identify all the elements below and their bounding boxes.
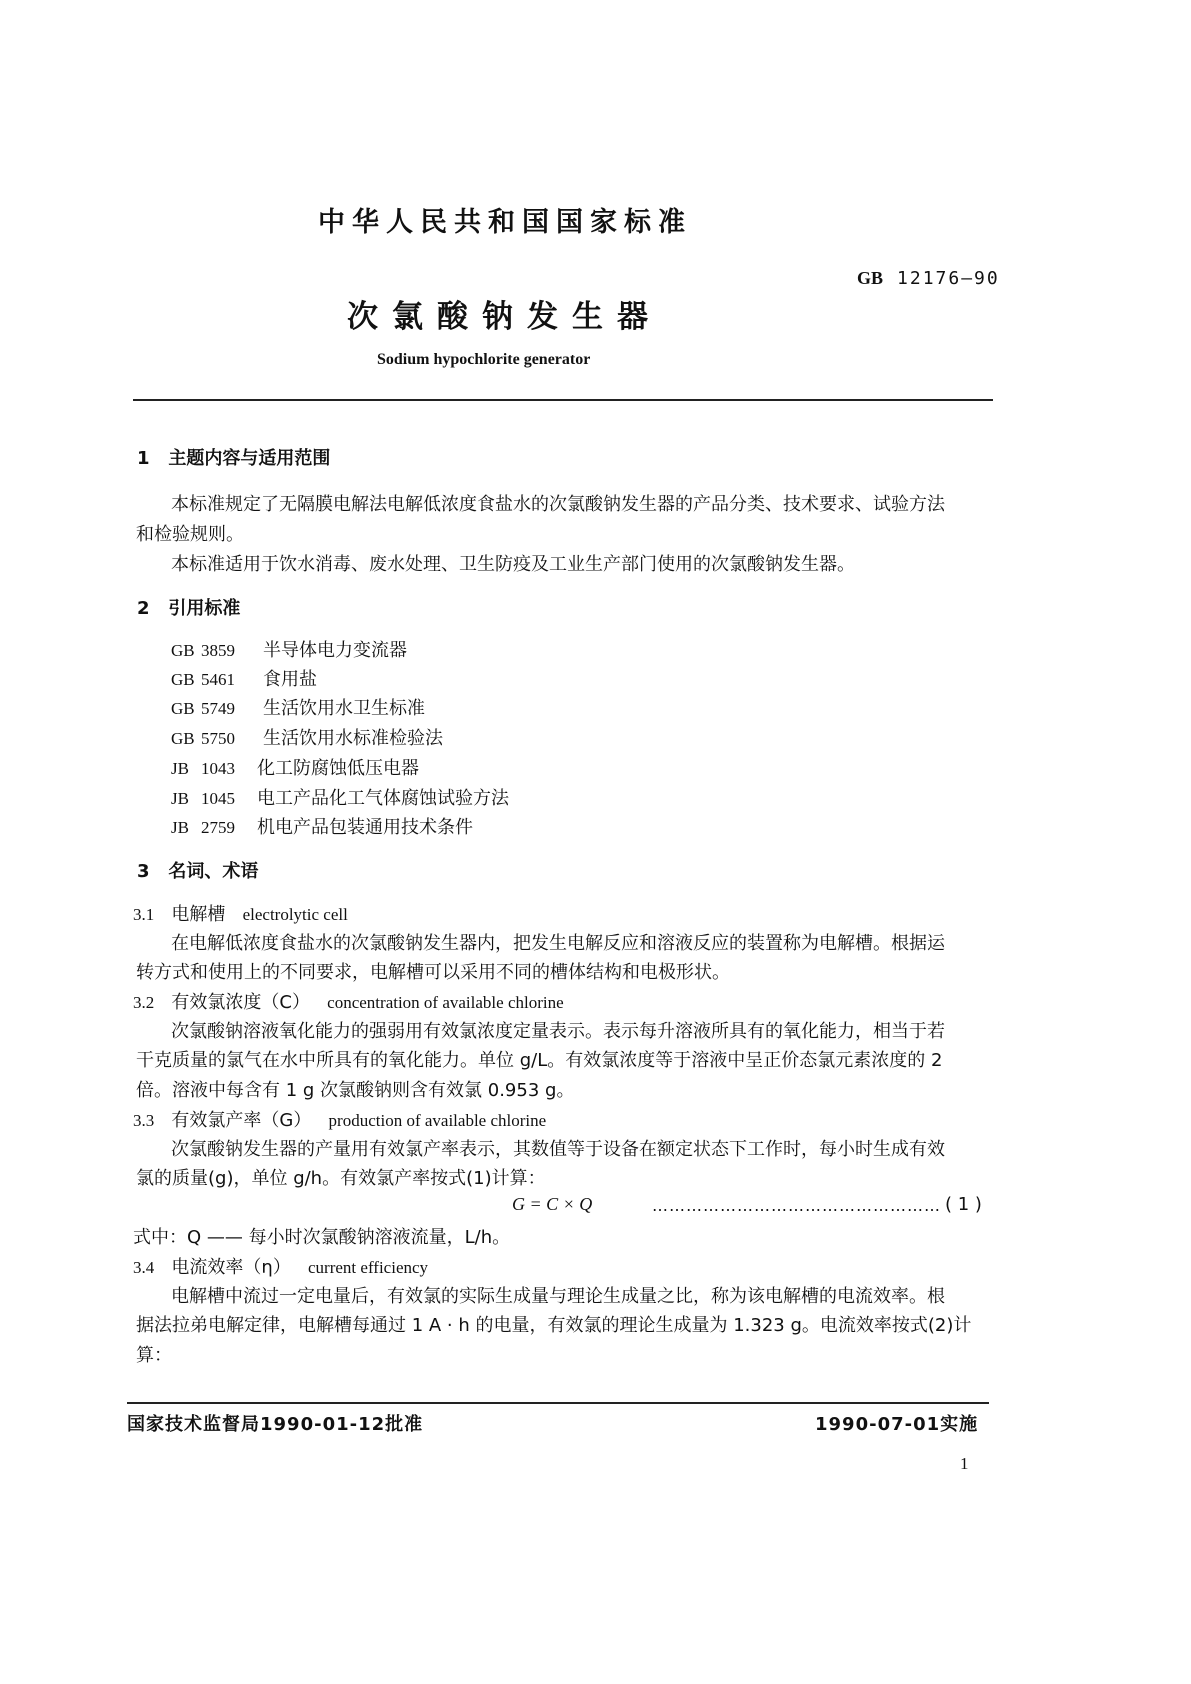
term-3-2-line-3: 倍。溶液中每含有 1 g 次氯酸钠则含有效氯 0.953 g。 (136, 1080, 575, 1101)
section-1-title: 主题内容与适用范围 (168, 448, 331, 469)
formula-1-where: 式中：Q —— 每小时次氯酸钠溶液流量，L/h。 (133, 1227, 511, 1248)
term-name: 电流效率（η） (171, 1257, 291, 1278)
section-3-title: 名词、术语 (168, 861, 259, 882)
reference-number: 1045 (201, 789, 235, 808)
footer-divider (127, 1402, 989, 1404)
term-3-2-line-1: 次氯酸钠溶液氧化能力的强弱用有效氯浓度定量表示。表示每升溶液所具有的氧化能力，相当于若 (171, 1021, 945, 1042)
section-2-number: 2 (137, 598, 150, 619)
term-name: 有效氯产率（G） (171, 1110, 312, 1131)
header-divider (133, 399, 993, 401)
s1-paragraph-1-line-2: 和检验规则。 (136, 524, 244, 545)
reference-number: 1043 (201, 759, 235, 778)
reference-code: GB (171, 641, 195, 660)
reference-code: GB (171, 729, 195, 748)
term-english: electrolytic cell (242, 905, 348, 924)
term-english: concentration of available chlorine (327, 993, 564, 1012)
reference-item (171, 724, 443, 750)
reference-title: 半导体电力变流器 (263, 640, 407, 661)
reference-title: 生活饮用水标准检验法 (263, 728, 443, 749)
approval-date: 国家技术监督局1990-01-12批准 (127, 1414, 424, 1435)
term-3-3-line-2: 氯的质量(g)，单位 g/h。有效氯产率按式(1)计算： (136, 1168, 546, 1189)
national-standard-heading: 中华人民共和国国家标准 (318, 207, 692, 238)
reference-title: 生活饮用水卫生标准 (263, 698, 425, 719)
reference-item (171, 665, 317, 691)
title-chinese: 次氯酸钠发生器 (347, 299, 662, 335)
formula-1-leader-dots: …………………………………………… (652, 1196, 941, 1215)
reference-title: 食用盐 (263, 669, 317, 690)
term-3-4-line-3: 算： (136, 1345, 172, 1366)
s1-paragraph-1-line-1: 本标准规定了无隔膜电解法电解低浓度食盐水的次氯酸钠发生器的产品分类、技术要求、试验方法 (171, 494, 945, 515)
standard-prefix: GB (857, 268, 884, 288)
page-number: 1 (960, 1454, 969, 1473)
formula-1: G = C × Q (512, 1194, 593, 1214)
formula-1-number: ( 1 ) (945, 1194, 982, 1215)
reference-number: 5750 (201, 729, 235, 748)
section-1-number: 1 (137, 448, 150, 469)
term-english: production of available chlorine (328, 1111, 547, 1130)
standard-code: 12176—90 (897, 268, 1000, 289)
reference-item (171, 754, 419, 780)
term-3-1-heading (133, 900, 348, 926)
term-number: 3.2 (133, 993, 155, 1012)
term-3-4-line-2: 据法拉弟电解定律，电解槽每通过 1 A · h 的电量，有效氯的理论生成量为 1.323 g。电流效率按式(2)计 (136, 1315, 972, 1336)
implementation-date: 1990-07-01实施 (815, 1414, 979, 1435)
term-name: 有效氯浓度（C） (171, 992, 310, 1013)
reference-code: JB (171, 759, 189, 778)
term-3-1-line-2: 转方式和使用上的不同要求，电解槽可以采用不同的槽体结构和电极形状。 (136, 962, 730, 983)
section-3-heading (137, 857, 258, 883)
reference-item (171, 636, 407, 662)
term-english: current efficiency (308, 1258, 429, 1277)
reference-code: JB (171, 818, 189, 837)
standard-number (857, 268, 1000, 289)
reference-code: JB (171, 789, 189, 808)
section-3-number: 3 (137, 861, 150, 882)
reference-number: 3859 (201, 641, 235, 660)
reference-title: 电工产品化工气体腐蚀试验方法 (257, 788, 509, 809)
term-3-3-line-1: 次氯酸钠发生器的产量用有效氯产率表示，其数值等于设备在额定状态下工作时，每小时生成有效 (171, 1139, 945, 1160)
title-english: Sodium hypochlorite generator (377, 351, 591, 368)
term-3-3-heading (133, 1106, 546, 1132)
section-2-title: 引用标准 (168, 598, 241, 619)
section-2-heading (137, 594, 240, 620)
term-3-2-heading (133, 988, 564, 1014)
term-3-4-line-1: 电解槽中流过一定电量后，有效氯的实际生成量与理论生成量之比，称为该电解槽的电流效率。根 (171, 1286, 945, 1307)
term-3-4-heading (133, 1253, 428, 1279)
section-1-heading (137, 444, 330, 470)
reference-title: 化工防腐蚀低压电器 (257, 758, 419, 779)
term-number: 3.4 (133, 1258, 155, 1277)
term-name: 电解槽 (171, 904, 226, 925)
s1-paragraph-2: 本标准适用于饮水消毒、废水处理、卫生防疫及工业生产部门使用的次氯酸钠发生器。 (171, 554, 855, 575)
reference-item (171, 694, 425, 720)
reference-item (171, 813, 473, 839)
reference-number: 5749 (201, 699, 235, 718)
term-3-1-line-1: 在电解低浓度食盐水的次氯酸钠发生器内，把发生电解反应和溶液反应的装置称为电解槽。根据运 (171, 933, 945, 954)
reference-number: 5461 (201, 670, 235, 689)
reference-title: 机电产品包装通用技术条件 (257, 817, 473, 838)
reference-code: GB (171, 670, 195, 689)
term-3-2-line-2: 干克质量的氯气在水中所具有的氧化能力。单位 g/L。有效氯浓度等于溶液中呈正价态氯元素浓度的 2 (136, 1050, 943, 1071)
reference-item (171, 784, 509, 810)
term-number: 3.3 (133, 1111, 155, 1130)
reference-code: GB (171, 699, 195, 718)
term-number: 3.1 (133, 905, 155, 924)
reference-number: 2759 (201, 818, 235, 837)
